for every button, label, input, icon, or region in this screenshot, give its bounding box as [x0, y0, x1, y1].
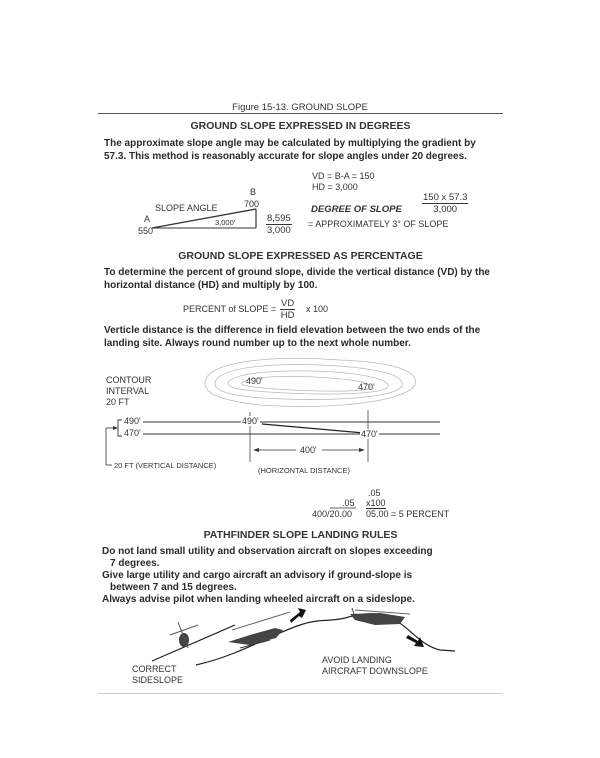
section-heading-degrees: GROUND SLOPE EXPRESSED IN DEGREES: [190, 120, 411, 132]
calc-mult-result: 05.00 = 5 PERCENT: [366, 509, 450, 519]
helicopter-sideslope-icon: [170, 622, 198, 648]
point-a-value: 550: [138, 226, 154, 236]
helicopter-downslope-icon: [350, 608, 410, 625]
rule1-line1: Do not land small utility and observation aircraft on slopes exceeding: [102, 546, 433, 557]
point-b-label: B: [250, 187, 257, 197]
mid-elevation-high: 490': [242, 416, 259, 426]
percentage-paragraph-line1: To determine the percent of ground slope, divide the vertical distance (VD) by the: [104, 267, 490, 278]
arrow-upslope-icon: [290, 608, 306, 623]
calc-division: 400/20.00: [312, 509, 353, 519]
avoid-landing-line1: AVOID LANDING: [322, 655, 392, 665]
base-distance: 3,000': [215, 218, 236, 227]
left-elevation-high: 490': [124, 416, 141, 426]
correct-sideslope-line2: SIDESLOPE: [132, 675, 184, 685]
section-heading-rules: PATHFINDER SLOPE LANDING RULES: [203, 529, 398, 541]
result-fraction-den: 3,000: [267, 225, 291, 236]
mid-elevation-low: 470': [361, 429, 378, 439]
point-a-label: A: [144, 214, 151, 224]
map-elevation-low: 470': [358, 382, 375, 392]
rule3: Always advise pilot when landing wheeled aircraft on a sideslope.: [102, 594, 415, 605]
arrow-downslope-icon: [406, 635, 424, 647]
percent-formula-den: HD: [280, 310, 295, 321]
avoid-landing-line2: AIRCRAFT DOWNSLOPE: [322, 666, 428, 676]
contour-label-line3: 20 FT: [106, 397, 130, 407]
calc-mult-by: x100: [366, 498, 386, 508]
slope-angle-label: SLOPE ANGLE: [155, 203, 218, 213]
sideslope-ground: [152, 625, 235, 661]
percent-formula-num: VD: [281, 298, 295, 309]
section-heading-percentage: GROUND SLOPE EXPRESSED AS PERCENTAGE: [178, 250, 423, 262]
rule1-line2: 7 degrees.: [110, 558, 160, 569]
calc-mult-top: .05: [368, 488, 381, 498]
degree-of-slope-label: DEGREE OF SLOPE: [311, 204, 402, 215]
percent-formula-mult: x 100: [306, 304, 329, 314]
helicopter-upslope-icon: [228, 612, 290, 648]
map-elevation-high: 490': [246, 376, 263, 386]
contour-label-line1: CONTOUR: [106, 375, 152, 385]
calc-quotient: .05: [342, 498, 355, 508]
left-elevation-low: 470': [124, 428, 141, 438]
vertical-note-line2: landing site. Always round number up to the next whole number.: [104, 338, 411, 349]
rule2-line2: between 7 and 15 degrees.: [110, 582, 237, 593]
figure-caption: Figure 15-13. GROUND SLOPE: [232, 102, 368, 113]
result-fraction-num: 8,595: [267, 213, 291, 224]
degrees-paragraph-line2: 57.3. This method is reasonably accurate for slope angles under 20 degrees.: [104, 151, 467, 162]
vd-equation: VD = B-A = 150: [312, 171, 375, 181]
bottom-rule: [98, 693, 503, 694]
result-text: = APPROXIMATELY 3° OF SLOPE: [308, 219, 449, 229]
percentage-paragraph-line2: horizontal distance (HD) and multiply by 100.: [104, 280, 318, 291]
degree-fraction-den: 3,000: [433, 204, 458, 215]
contour-label-line2: INTERVAL: [106, 386, 150, 396]
vertical-distance-note: 20 FT (VERTICAL DISTANCE): [114, 461, 217, 470]
vertical-note-line1: Verticle distance is the difference in field elevation between the two ends of the: [104, 325, 481, 336]
degree-fraction-num: 150 x 57.3: [423, 192, 468, 203]
percent-formula-label: PERCENT of SLOPE =: [183, 304, 277, 314]
point-b-value: 700: [244, 199, 260, 209]
rule2-line1: Give large utility and cargo aircraft an advisory if ground-slope is: [102, 570, 413, 581]
correct-sideslope-line1: CORRECT: [132, 664, 177, 674]
horizontal-distance-value: 400': [300, 445, 317, 455]
hd-equation: HD = 3,000: [312, 182, 358, 192]
degrees-paragraph-line1: The approximate slope angle may be calculated by multiplying the gradient by: [104, 138, 476, 149]
horizontal-distance-note: (HORIZONTAL DISTANCE): [258, 466, 350, 475]
